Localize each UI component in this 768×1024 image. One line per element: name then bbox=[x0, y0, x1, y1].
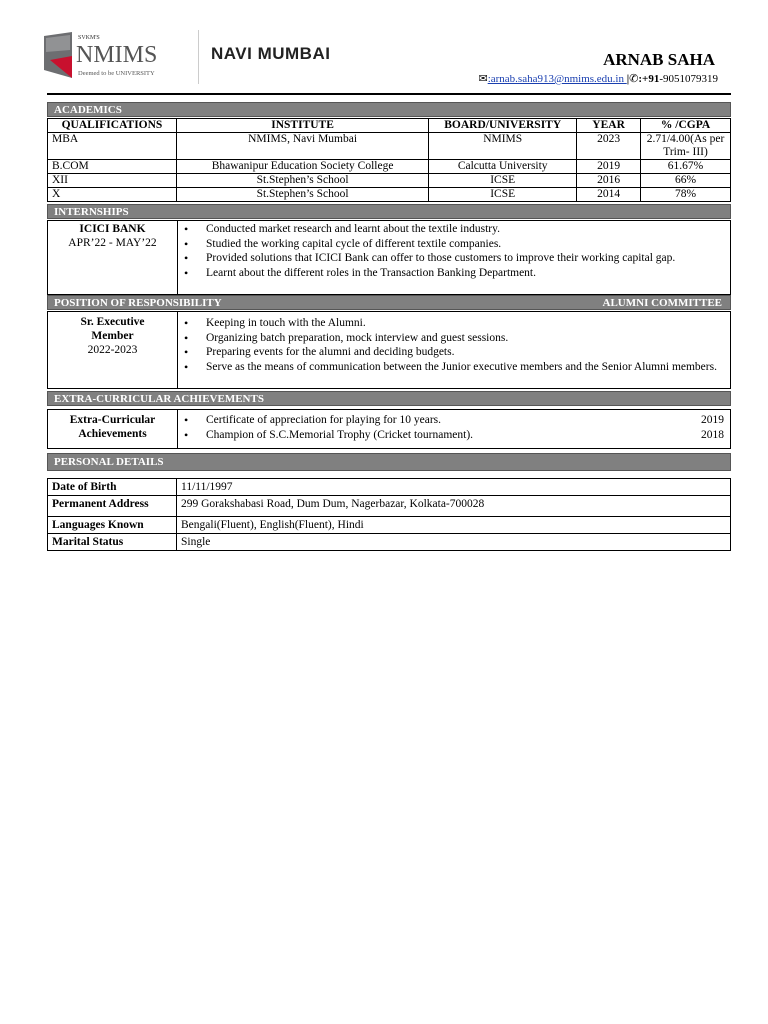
header-rule bbox=[47, 93, 731, 95]
board-cell: ICSE bbox=[429, 188, 577, 202]
detail-value: Single bbox=[177, 534, 731, 551]
personal-table bbox=[47, 478, 731, 551]
score-cell: 61.67% bbox=[641, 160, 731, 174]
list-item bbox=[177, 413, 724, 428]
detail-value: 11/11/1997 bbox=[177, 479, 731, 496]
achievement-year: 2019 bbox=[701, 414, 724, 426]
company-name: ICICI BANK bbox=[79, 223, 146, 235]
section-personal bbox=[47, 453, 731, 471]
list-item: • Organizing batch preparation, mock interview and guest sessions. bbox=[177, 331, 724, 346]
year-cell: 2014 bbox=[577, 188, 641, 202]
section-title: EXTRA-CURRICULAR ACHIEVEMENTS bbox=[54, 393, 264, 405]
extra-label bbox=[48, 410, 178, 448]
table-row bbox=[48, 188, 731, 202]
envelope-icon: ✉ bbox=[478, 73, 488, 85]
logo-top-text: SVKM'S bbox=[78, 35, 100, 41]
table-row bbox=[48, 174, 731, 188]
board-cell: Calcutta University bbox=[429, 160, 577, 174]
role-line1: Sr. Executive bbox=[80, 316, 145, 328]
internship-points bbox=[177, 221, 730, 280]
logo-main-text: NMIMS bbox=[76, 42, 158, 68]
column-header: BOARD/UNIVERSITY bbox=[429, 119, 577, 133]
section-internships bbox=[47, 204, 731, 219]
por-label bbox=[48, 312, 178, 388]
table-row bbox=[48, 133, 731, 160]
extra-label-line2: Achievements bbox=[78, 428, 147, 440]
table-row bbox=[48, 517, 731, 534]
internship-period: APR’22 - MAY’22 bbox=[68, 237, 157, 249]
institute-cell: St.Stephen’s School bbox=[176, 174, 428, 188]
score-cell: 66% bbox=[641, 174, 731, 188]
section-title: INTERNSHIPS bbox=[54, 206, 129, 218]
candidate-name: ARNAB SAHA bbox=[603, 50, 715, 69]
por-block bbox=[47, 311, 731, 389]
logo-shield-icon bbox=[44, 32, 72, 78]
section-title: PERSONAL DETAILS bbox=[54, 456, 164, 468]
score-cell: 2.71/4.00(As per Trim- III) bbox=[641, 133, 731, 160]
logo-tag-text: Deemed to be UNIVERSITY bbox=[78, 70, 155, 77]
por-points bbox=[177, 312, 730, 374]
nmims-logo bbox=[42, 30, 192, 84]
extra-points bbox=[177, 410, 730, 442]
extra-block bbox=[47, 409, 731, 449]
column-header: YEAR bbox=[577, 119, 641, 133]
section-extra bbox=[47, 391, 731, 406]
column-header: QUALIFICATIONS bbox=[48, 119, 177, 133]
list-item bbox=[177, 428, 724, 443]
detail-key: Permanent Address bbox=[48, 496, 177, 517]
campus-name: NAVI MUMBAI bbox=[211, 44, 331, 63]
institute-cell: St.Stephen’s School bbox=[176, 188, 428, 202]
contact-line: ✉:arnab.saha913@nmims.edu.in |✆:+91-9051079319 bbox=[478, 73, 718, 85]
board-cell: ICSE bbox=[429, 174, 577, 188]
section-title: POSITION OF RESPONSIBILITY bbox=[54, 297, 222, 309]
list-item: • Conducted market research and learnt about the textile industry. bbox=[177, 222, 724, 237]
table-row bbox=[48, 496, 731, 517]
column-header: % /CGPA bbox=[641, 119, 731, 133]
detail-key: Marital Status bbox=[48, 534, 177, 551]
table-row bbox=[48, 479, 731, 496]
list-item: • Preparing events for the alumni and deciding budgets. bbox=[177, 345, 724, 360]
internship-label bbox=[48, 221, 178, 294]
institute-cell: Bhawanipur Education Society College bbox=[176, 160, 428, 174]
email-link[interactable]: :arnab.saha913@nmims.edu.in bbox=[487, 73, 627, 85]
table-row bbox=[48, 160, 731, 174]
phone-number: -9051079319 bbox=[659, 73, 718, 85]
list-item: • Provided solutions that ICICI Bank can offer to those customers to improve their working capital gap. bbox=[177, 251, 724, 266]
institute-cell: NMIMS, Navi Mumbai bbox=[176, 133, 428, 160]
year-cell: 2019 bbox=[577, 160, 641, 174]
list-item: • Keeping in touch with the Alumni. bbox=[177, 316, 724, 331]
internship-block bbox=[47, 220, 731, 295]
list-item: • Learnt about the different roles in the Transaction Banking Department. bbox=[177, 266, 724, 281]
year-cell: 2023 bbox=[577, 133, 641, 160]
list-item: • Serve as the means of communication between the Junior executive members and the Senior Alumni members. bbox=[177, 360, 724, 375]
board-cell: NMIMS bbox=[429, 133, 577, 160]
year-cell: 2016 bbox=[577, 174, 641, 188]
table-row bbox=[48, 534, 731, 551]
list-item: • Studied the working capital cycle of different textile companies. bbox=[177, 237, 724, 252]
qualification-cell: MBA bbox=[48, 133, 177, 160]
phone-prefix: :+91 bbox=[638, 73, 660, 85]
section-title: ACADEMICS bbox=[54, 104, 122, 116]
detail-value: 299 Gorakshabasi Road, Dum Dum, Nagerbazar, Kolkata-700028 bbox=[177, 496, 731, 517]
phone-icon: ✆ bbox=[629, 73, 639, 85]
table-header-row bbox=[48, 119, 731, 133]
achievement-text: Champion of S.C.Memorial Trophy (Cricket tournament). bbox=[206, 428, 474, 441]
qualification-cell: B.COM bbox=[48, 160, 177, 174]
achievement-text: Certificate of appreciation for playing for 10 years. bbox=[206, 414, 442, 426]
detail-key: Date of Birth bbox=[48, 479, 177, 496]
detail-value: Bengali(Fluent), English(Fluent), Hindi bbox=[177, 517, 731, 534]
academics-table bbox=[47, 118, 731, 202]
role-line2: Member bbox=[91, 330, 134, 342]
score-cell: 78% bbox=[641, 188, 731, 202]
por-organization: ALUMNI COMMITTEE bbox=[602, 297, 722, 309]
qualification-cell: XII bbox=[48, 174, 177, 188]
section-por bbox=[47, 295, 731, 310]
achievement-year: 2018 bbox=[701, 428, 724, 441]
role-period: 2022-2023 bbox=[87, 344, 138, 356]
column-header: INSTITUTE bbox=[176, 119, 428, 133]
detail-key: Languages Known bbox=[48, 517, 177, 534]
section-academics bbox=[47, 102, 731, 117]
extra-label-line1: Extra-Curricular bbox=[69, 414, 156, 426]
qualification-cell: X bbox=[48, 188, 177, 202]
header-divider bbox=[198, 30, 199, 84]
